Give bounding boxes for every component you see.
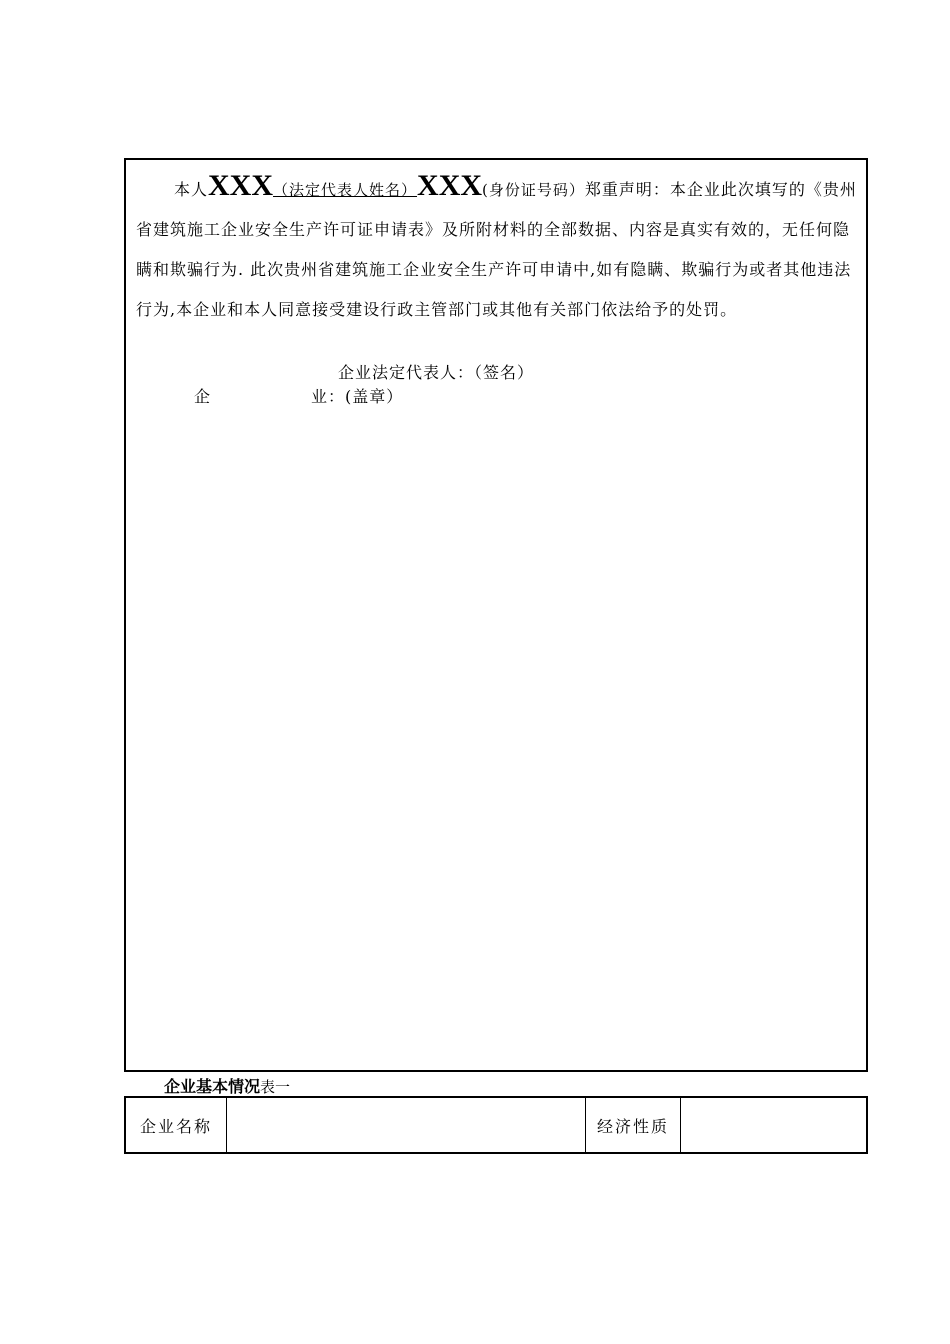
table-caption-number: 表一 [260, 1078, 291, 1096]
enterprise-seal-line [194, 386, 403, 408]
declaration-statement [136, 170, 860, 330]
enterprise-seal-label-left: 企 [194, 387, 212, 406]
declaration-body: 郑重声明：本企业此次填写的《贵州省建筑施工企业安全生产许可证申请表》及所附材料的全部数据、内容是真实有效的，无任何隐瞒和欺骗行为. 此次贵州省建筑施工企业安全生产许可申请中,如有隐瞒、欺骗行为或者其他违法行为,本企业和本人同意接受建设行政主管部门或其他有关部门依法给予的处罚。 [136, 180, 857, 319]
id-number-note: (身份证号码） [482, 181, 585, 199]
economic-nature-label: 经济性质 [586, 1097, 681, 1153]
declaration-prefix: 本人 [174, 180, 209, 199]
legal-rep-name-note: （法定代表人姓名） [273, 181, 418, 199]
table-row [125, 1097, 867, 1153]
company-name-field[interactable] [227, 1097, 586, 1153]
table-caption-title: 企业基本情况 [164, 1077, 261, 1096]
table-caption [164, 1076, 290, 1098]
economic-nature-field[interactable] [681, 1097, 868, 1153]
company-name-label: 企业名称 [125, 1097, 227, 1153]
declaration-box [124, 158, 868, 1072]
legal-rep-name-placeholder: XXX [208, 169, 274, 202]
legal-rep-signature-line: 企业法定代表人：（签名） [338, 363, 535, 382]
enterprise-seal-label-right: 业：(盖章） [311, 387, 404, 406]
basic-info-table [124, 1096, 868, 1154]
id-number-placeholder: XXX [417, 169, 483, 202]
